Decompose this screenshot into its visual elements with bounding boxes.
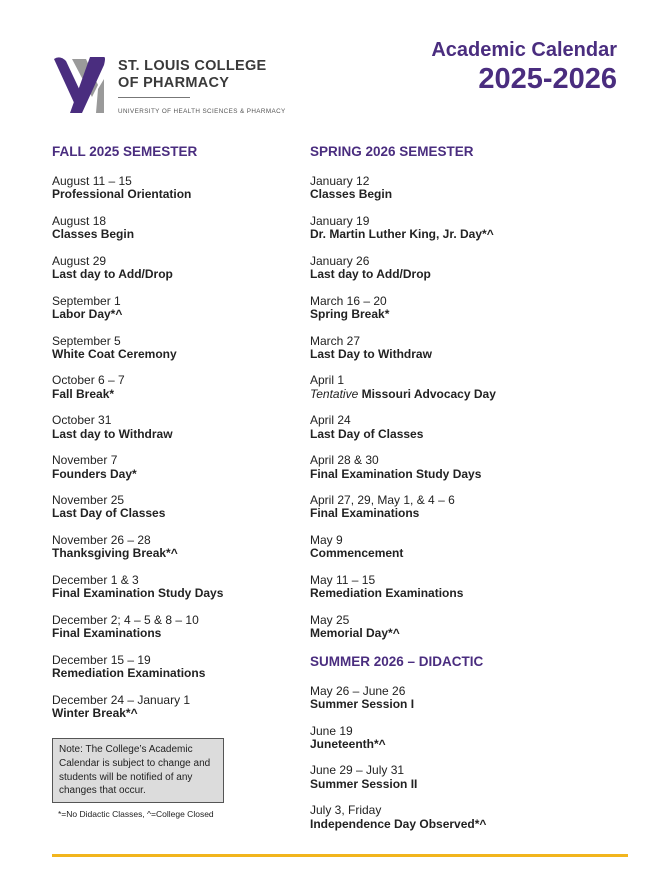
spring-calendar-entry [310,534,496,561]
entry-date: September 1 [52,293,121,308]
college-name-line2: OF PHARMACY [118,75,230,91]
summer-entries [310,685,496,831]
fall-calendar-entry [52,694,223,721]
spring-calendar-entry [310,454,496,481]
entry-date: January 26 [310,253,370,268]
entry-event: White Coat Ceremony [52,346,177,361]
entry-event: Last Day of Classes [310,426,424,441]
logo-divider [118,97,190,98]
entry-date: January 12 [310,174,370,188]
summer-calendar-entry [310,764,496,791]
entry-date: December 24 – January 1 [52,692,191,707]
academic-year: 2025-2026 [478,63,617,95]
entry-date: August 11 – 15 [52,174,132,188]
fall-calendar-entry [52,255,223,282]
entry-event: Classes Begin [52,227,135,242]
fall-calendar-entry [52,215,223,242]
bottom-accent-rule [52,854,628,857]
spring-calendar-entry [310,335,496,362]
entry-event: Last Day to Withdraw [310,346,432,361]
entry-date: December 2; 4 – 5 & 8 – 10 [52,612,199,627]
college-name-line1: ST. LOUIS COLLEGE [118,58,267,74]
entry-event: Fall Break* [52,386,115,401]
entry-date: November 26 – 28 [52,533,151,548]
entry-date: May 9 [310,533,343,548]
spring-calendar-entry [310,175,496,202]
entry-event: Dr. Martin Luther King, Jr. Day*^ [310,227,494,242]
entry-event [310,388,496,401]
entry-event: Winter Break*^ [52,705,138,720]
entry-date: April 1 [310,373,345,388]
entry-date: November 25 [52,493,125,508]
entry-event: Last Day of Classes [52,506,166,521]
fall-calendar-entry [52,414,223,441]
college-logo-mark-icon [52,55,108,117]
fall-calendar-entry [52,295,223,322]
summer-session-title: SUMMER 2026 – DIDACTIC [310,653,484,669]
entry-event: Last day to Add/Drop [310,267,431,282]
entry-date: April 27, 29, May 1, & 4 – 6 [310,493,455,508]
fall-calendar-entry [52,654,223,681]
spring-calendar-entry [310,255,496,282]
fall-calendar-entry [52,574,223,601]
entry-date: May 26 – June 26 [310,683,406,698]
entry-event: Founders Day* [52,466,137,481]
entry-event: Final Examination Study Days [52,586,224,601]
entry-event: Final Examinations [52,626,162,641]
spring-calendar-entry [310,215,496,242]
entry-date: November 7 [52,453,118,468]
fall-column [52,144,223,733]
entry-event: Professional Orientation [52,187,192,202]
college-name [118,58,267,92]
entry-event: Remediation Examinations [310,586,464,601]
entry-event: Summer Session II [310,776,418,791]
entry-date: December 1 & 3 [52,572,139,587]
page-header [431,38,617,96]
fall-calendar-entry [52,494,223,521]
entry-date: August 29 [52,253,107,268]
entry-event: Summer Session I [310,696,415,711]
entry-date: September 5 [52,333,121,348]
entry-date: June 29 – July 31 [310,763,405,778]
entry-event: Juneteenth*^ [310,736,386,751]
entry-event: Last day to Withdraw [52,426,173,441]
spring-calendar-entry [310,414,496,441]
entry-date: May 25 [310,612,350,627]
entry-date: May 11 – 15 [310,572,376,587]
fall-calendar-entry [52,374,223,401]
page-title: Academic Calendar [431,39,617,61]
entry-event: Remediation Examinations [52,665,206,680]
calendar-change-note: Note: The College’s Academic Calendar is subject to change and students will be notified of any changes that occur. [52,738,224,803]
entry-event: Last day to Add/Drop [52,267,173,282]
spring-calendar-entry [310,614,496,641]
spring-calendar-entry [310,374,496,401]
entry-event: Commencement [310,546,404,561]
entry-event-qualifier: Tentative [310,386,359,401]
entry-date: April 24 [310,413,351,428]
spring-summer-column [310,144,496,844]
fall-calendar-entry [52,454,223,481]
entry-event: Independence Day Observed*^ [310,816,487,831]
entry-date: January 19 [310,213,370,228]
entry-event: Spring Break* [310,306,390,321]
entry-date: October 6 – 7 [52,373,125,388]
fall-calendar-entry [52,335,223,362]
spring-calendar-entry [310,494,496,521]
entry-event: Final Examinations [310,506,420,521]
fall-calendar-entry [52,614,223,641]
entry-event: Labor Day*^ [52,306,123,321]
fall-entries [52,175,223,720]
entry-event: Final Examination Study Days [310,466,482,481]
fall-calendar-entry [52,534,223,561]
entry-date: August 18 [52,213,107,228]
entry-date: December 15 – 19 [52,652,151,667]
entry-date: July 3, Friday [310,803,382,818]
entry-date: March 27 [310,333,361,348]
entry-event: Memorial Day*^ [310,626,400,641]
entry-date: June 19 [310,723,353,738]
entry-event-text: Missouri Advocacy Day [358,386,496,401]
spring-semester-title: SPRING 2026 SEMESTER [310,144,474,159]
spring-entries [310,175,496,640]
entry-date: October 31 [52,413,112,428]
summer-calendar-entry [310,804,496,831]
summer-calendar-entry [310,685,496,712]
fall-calendar-entry [52,175,223,202]
spring-calendar-entry [310,295,496,322]
entry-event: Thanksgiving Break*^ [52,546,178,561]
spring-calendar-entry [310,574,496,601]
summer-calendar-entry [310,725,496,752]
entry-date: March 16 – 20 [310,293,387,308]
symbol-legend: *=No Didactic Classes, ^=College Closed [58,809,214,819]
entry-event: Classes Begin [310,187,393,202]
fall-semester-title: FALL 2025 SEMESTER [52,144,198,159]
college-tagline: UNIVERSITY OF HEALTH SCIENCES & PHARMACY [118,108,286,115]
entry-date: April 28 & 30 [310,453,379,468]
